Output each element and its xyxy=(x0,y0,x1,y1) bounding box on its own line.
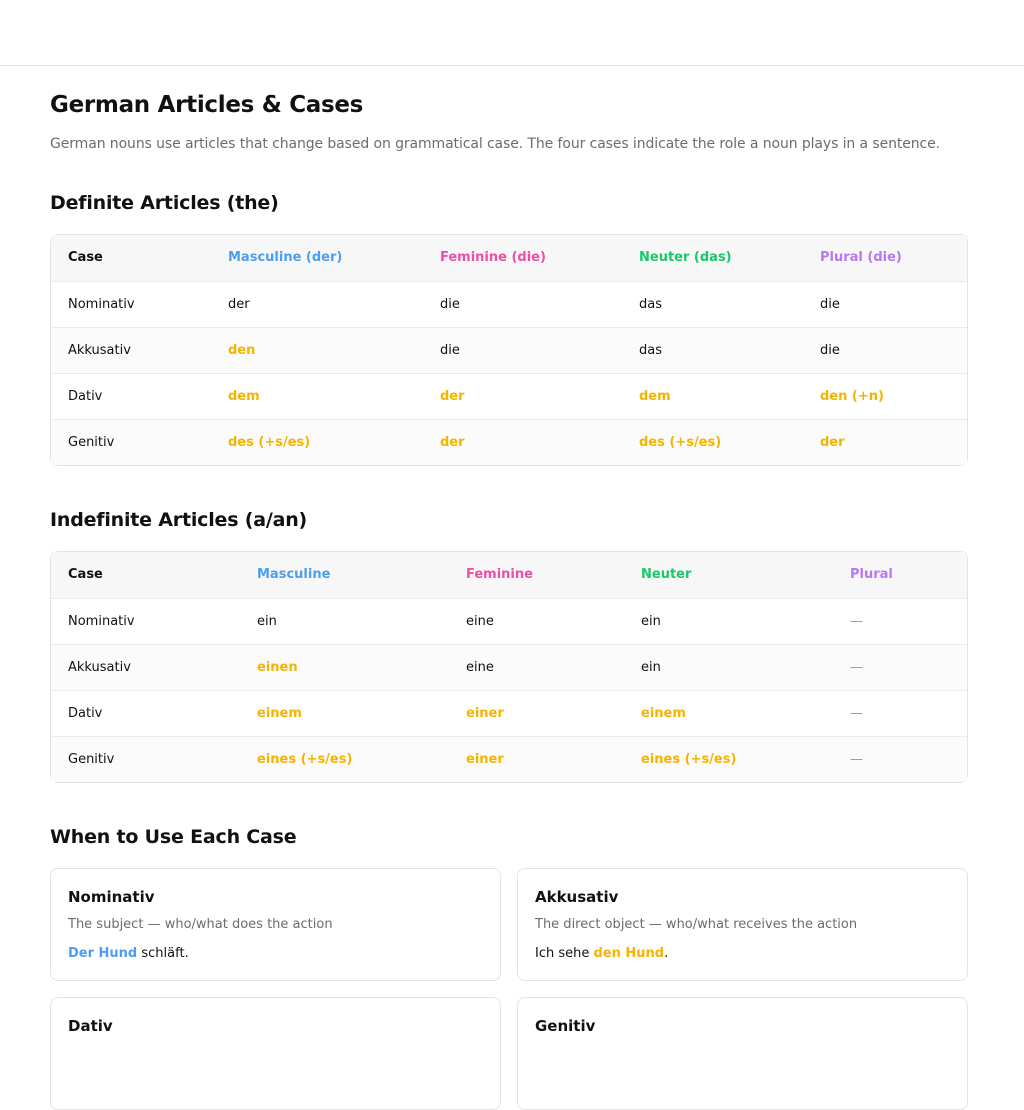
indefinite-articles-table xyxy=(50,551,968,783)
article-cell: das xyxy=(639,343,662,358)
article-cell-empty: — xyxy=(850,706,863,721)
column-header-plural: Plural xyxy=(850,567,893,582)
card-example xyxy=(68,946,189,961)
article-cell-changed: des (+s/es) xyxy=(228,435,311,450)
case-name: Genitiv xyxy=(68,435,115,450)
article-cell-changed: dem xyxy=(228,389,260,404)
article-cell-empty: — xyxy=(850,614,863,629)
article-cell: die xyxy=(820,343,840,358)
article-cell: die xyxy=(820,297,840,312)
article-cell: ein xyxy=(641,614,661,629)
example-highlight: den Hund xyxy=(593,946,665,961)
case-name: Nominativ xyxy=(68,297,135,312)
table-row xyxy=(51,373,967,419)
table-row xyxy=(51,644,967,690)
article-cell-changed: einer xyxy=(466,706,504,721)
indefinite-section-title: Indefinite Articles (a/an) xyxy=(50,509,308,531)
article-cell-changed: eines (+s/es) xyxy=(641,752,737,767)
card-title: Nominativ xyxy=(68,888,155,906)
table-header-row xyxy=(51,235,967,281)
table-row xyxy=(51,736,967,782)
table-row xyxy=(51,281,967,327)
case-card-dativ xyxy=(50,997,501,1110)
case-name: Nominativ xyxy=(68,614,135,629)
column-header-masculine: Masculine (der) xyxy=(228,250,343,265)
case-card-akkusativ xyxy=(517,868,968,981)
article-cell: eine xyxy=(466,660,494,675)
table-row xyxy=(51,690,967,736)
column-header-neuter: Neuter xyxy=(641,567,692,582)
column-header-feminine: Feminine (die) xyxy=(440,250,546,265)
article-cell: ein xyxy=(257,614,277,629)
article-cell-changed: den xyxy=(228,343,256,358)
article-cell-changed: des (+s/es) xyxy=(639,435,722,450)
column-header-plural: Plural (die) xyxy=(820,250,902,265)
column-header-feminine: Feminine xyxy=(466,567,533,582)
table-row xyxy=(51,419,967,465)
article-cell: die xyxy=(440,343,460,358)
table-row xyxy=(51,598,967,644)
article-cell-changed: dem xyxy=(639,389,671,404)
case-card-genitiv xyxy=(517,997,968,1110)
case-card-nominativ xyxy=(50,868,501,981)
article-cell-changed: den (+n) xyxy=(820,389,884,404)
definite-articles-table xyxy=(50,234,968,466)
table-row xyxy=(51,327,967,373)
table-header-row xyxy=(51,552,967,598)
article-cell-changed: der xyxy=(440,435,465,450)
intro-text: German nouns use articles that change based on grammatical case. The four cases indicate the role a noun plays in a sentence. xyxy=(50,136,940,152)
case-name: Dativ xyxy=(68,389,103,404)
card-example xyxy=(535,946,668,961)
case-name: Genitiv xyxy=(68,752,115,767)
article-cell-changed: einem xyxy=(641,706,686,721)
column-header-case: Case xyxy=(68,567,103,582)
article-cell-changed: einen xyxy=(257,660,298,675)
card-title: Dativ xyxy=(68,1017,113,1035)
top-bar xyxy=(0,0,1024,66)
article-cell-empty: — xyxy=(850,752,863,767)
column-header-neuter: Neuter (das) xyxy=(639,250,732,265)
case-name: Akkusativ xyxy=(68,660,131,675)
usage-section-title: When to Use Each Case xyxy=(50,826,297,848)
card-description: The direct object — who/what receives the action xyxy=(535,917,858,932)
article-cell-empty: — xyxy=(850,660,863,675)
page-title: German Articles & Cases xyxy=(50,92,364,118)
case-name: Dativ xyxy=(68,706,103,721)
column-header-masculine: Masculine xyxy=(257,567,331,582)
article-cell-changed: der xyxy=(820,435,845,450)
article-cell-changed: eines (+s/es) xyxy=(257,752,353,767)
case-name: Akkusativ xyxy=(68,343,131,358)
card-title: Genitiv xyxy=(535,1017,596,1035)
example-text: . xyxy=(664,946,669,961)
card-description: The subject — who/what does the action xyxy=(68,917,333,932)
article-cell: das xyxy=(639,297,662,312)
column-header-case: Case xyxy=(68,250,103,265)
article-cell-changed: einem xyxy=(257,706,302,721)
card-title: Akkusativ xyxy=(535,888,619,906)
article-cell: der xyxy=(228,297,250,312)
definite-section-title: Definite Articles (the) xyxy=(50,192,279,214)
example-highlight: Der Hund xyxy=(68,946,138,961)
example-text: schläft. xyxy=(137,946,189,961)
article-cell: die xyxy=(440,297,460,312)
article-cell: eine xyxy=(466,614,494,629)
example-text: Ich sehe xyxy=(535,946,594,961)
article-cell-changed: einer xyxy=(466,752,504,767)
article-cell-changed: der xyxy=(440,389,465,404)
article-cell: ein xyxy=(641,660,661,675)
